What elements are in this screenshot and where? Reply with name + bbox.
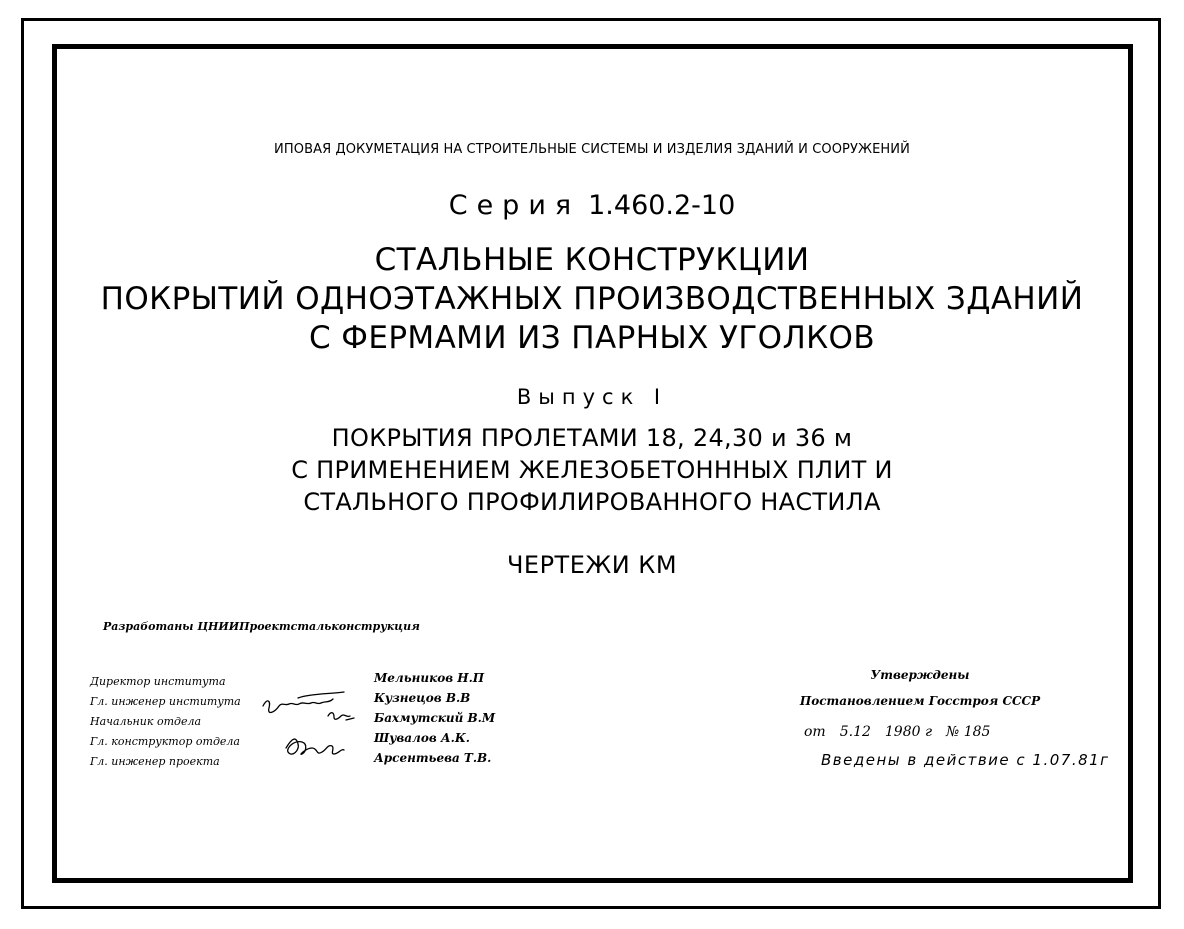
title-line-3: С ФЕРМАМИ ИЗ ПАРНЫХ УГОЛКОВ [308,320,876,356]
series-number: 1.460.2-10 [588,190,736,221]
subtitle-line-2: С ПРИМЕНЕНИЕМ ЖЕЛЕЗОБЕТОНННЫХ ПЛИТ И [291,456,893,484]
name-director: Мельников Н.П [374,671,485,685]
title-line-1: СТАЛЬНЫЕ КОНСТРУКЦИИ [374,242,810,278]
role-director: Директор института [90,675,226,688]
series-line [0,190,1184,221]
role-project-engineer: Гл. инженер проекта [90,755,220,768]
approval-year: 1980 г [884,724,933,740]
approved-label: Утверждены [870,668,970,682]
series-label: Серия [448,190,581,221]
name-department-head: Бахмутский В.М [374,711,496,725]
issue-label: Выпуск I [516,385,668,409]
title-line-2: ПОКРЫТИЙ ОДНОЭТАЖНЫХ ПРОИЗВОДСТВЕННЫХ ЗДАНИЙ [100,281,1084,317]
effective-date: Введены в действие с 1.07.81г [821,751,1110,769]
role-chief-engineer: Гл. инженер института [90,695,241,708]
documentation-header: ИПОВАЯ ДОКУМЕТАЦИЯ НА СТРОИТЕЛЬНЫЕ СИСТЕМЫ И ИЗДЕЛИЯ ЗДАНИЙ И СООРУЖЕНИЙ [274,142,910,157]
drawings-label: ЧЕРТЕЖИ КМ [506,551,678,579]
decree-number: № 185 [946,724,991,740]
approval-date-line [804,724,1004,740]
role-chief-designer: Гл. конструктор отдела [90,735,240,748]
approval-date: 5.12 [839,724,871,740]
date-prefix: от [804,724,826,740]
subtitle-line-3: СТАЛЬНОГО ПРОФИЛИРОВАННОГО НАСТИЛА [303,488,881,516]
role-department-head: Начальник отдела [90,715,202,728]
subtitle-line-1: ПОКРЫТИЯ ПРОЛЕТАМИ 18, 24,30 и 36 м [331,424,853,452]
developed-by: Разработаны ЦНИИПроектстальконструкция [103,620,420,633]
signatures-image [258,676,378,776]
decree-label: Постановлением Госстроя СССР [799,694,1041,708]
name-chief-engineer: Кузнецов В.В [374,691,471,705]
name-project-engineer: Арсентьева Т.В. [374,751,492,765]
name-chief-designer: Шувалов А.К. [374,731,470,745]
roles-list [90,672,241,772]
names-list [374,668,495,768]
